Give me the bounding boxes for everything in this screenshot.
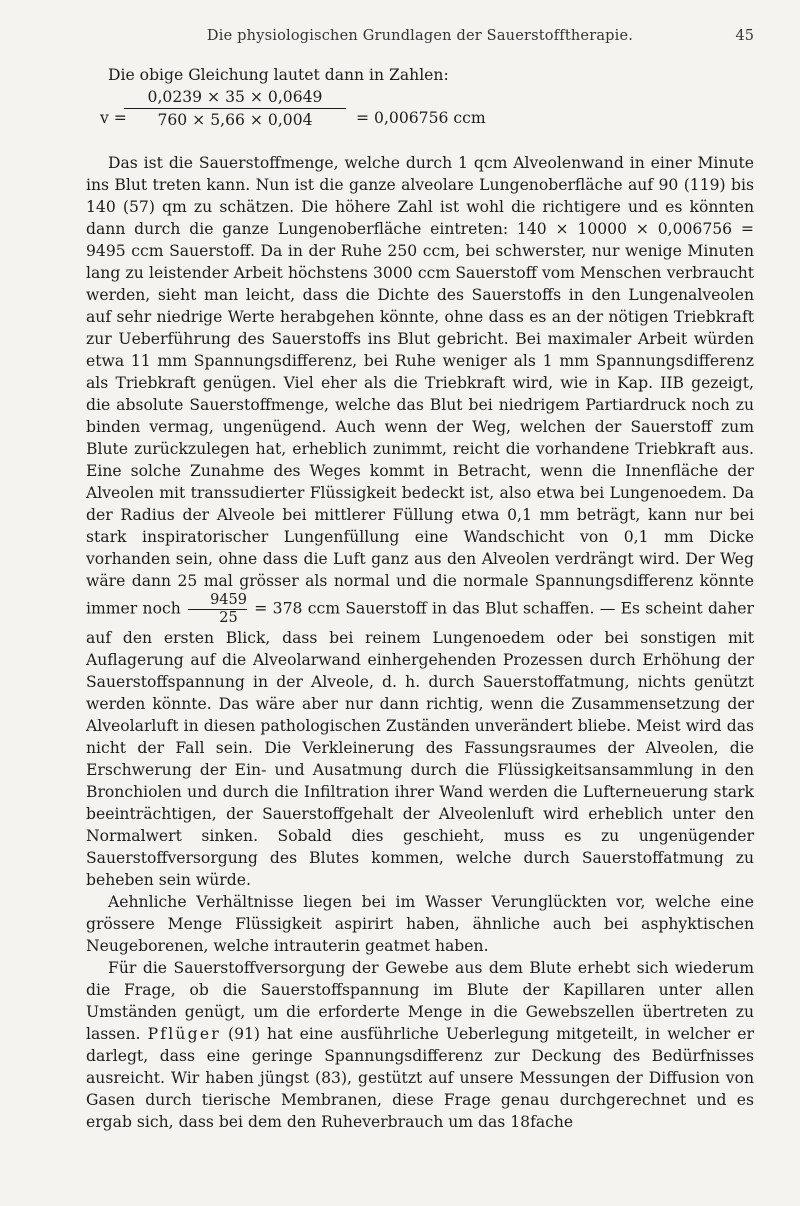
paragraph-1	[86, 152, 754, 891]
running-header	[86, 28, 754, 44]
author-name: Pflüger	[147, 1025, 221, 1043]
fraction-bar	[124, 108, 346, 109]
paragraph-3	[86, 957, 754, 1133]
inline-fraction-numerator: 9459	[210, 592, 247, 608]
inline-fraction-denominator: 25	[219, 610, 238, 626]
running-title: Die physiologischen Grundlagen der Sauerstofftherapie.	[206, 28, 634, 44]
equation-fraction	[120, 87, 350, 130]
page-number: 45	[735, 28, 754, 44]
paragraph-3-start: Für die Sauerstoffversorgung der Gewebe aus dem Blute erhebt sich wiederum die Frage, ob die Sauerstoffspannung im Blute der Kapillaren unter allen Umständen genügt, um die erforderte Menge in die Gewebszellen übertreten zu lassen.	[86, 959, 754, 1043]
equation-numerator: 0,0239 × 35 × 0,0649	[147, 88, 323, 106]
equation-block	[86, 87, 754, 147]
inline-fraction-result: = 378 ccm	[254, 599, 340, 618]
equation-denominator: 760 × 5,66 × 0,004	[157, 111, 313, 129]
paragraph-1-text: Das ist die Sauerstoffmenge, welche durch 1 qcm Alveolenwand in einer Minute ins Blut treten kann. Nun ist die ganze alveolare Lungenoberfläche auf 90 (119) bis 140 (57) qm zu schätzen. Die höhere Zahl ist wohl die richtigere und es könnten dann durch die ganze Lungenoberfläche eintreten: 140 × 10000 × 0,006756 = 9495 ccm Sauerstoff. Da in der Ruhe 250 ccm, bei schwerster, nur wenige Minuten lang zu leistender Arbeit höchstens 3000 ccm Sauerstoff vom Menschen verbraucht werden, sieht man leicht, dass die Dichte des Sauerstoffs in den Lungenalveolen auf sehr niedrige Werte herabgehen könnte, ohne dass es an der nötigen Triebkraft zur Ueberführung des Sauerstoffs ins Blut gebricht. Bei maximaler Arbeit würden etwa 11 mm Spannungsdifferenz, bei Ruhe weniger als 1 mm Spannungsdifferenz als Triebkraft genügen. Viel eher als die Triebkraft wird, wie in Kap. IIB gezeigt, die absolute Sauerstoffmenge, welche das Blut bei niedrigem Partiardruck noch zu binden vermag, ungenügend. Auch wenn der Weg, welchen der Sauerstoff zum Blute zurückzulegen hat, erheblich zunimmt, reicht die vorhandene Triebkraft aus. Eine solche Zunahme des Weges kommt in Betracht, wenn die Innenfläche der Alveolen mit transsudierter Flüssigkeit bedeckt ist, also etwa bei Lungenoedem. Da der Radius der Alveole bei mittlerer Füllung etwa 0,1 mm beträgt, kann nur bei stark inspiratorischer Lungenfüllung eine Wandschicht von 0,1 mm Dicke vorhanden sein, ohne dass die Luft ganz aus den Alveolen verdrängt wird. Der Weg wäre dann 25 mal grösser als normal und die normale Spannungsdifferenz könnte immer noch	[86, 154, 754, 618]
equation-rhs: = 0,006756 ccm	[356, 109, 486, 127]
paragraph-1-rest: Sauerstoff in das Blut schaffen. — Es scheint daher auf den ersten Blick, dass bei reinem Lungenoedem oder bei sonstigen mit Auflagerung auf die Alveolarwand einhergehenden Prozessen durch Erhöhung der Sauerstoffspannung in der Alveole, d. h. durch Sauerstoffatmung, nichts genützt werden könnte. Das wäre aber nur dann richtig, wenn die Zusammensetzung der Alveolarluft in diesen pathologischen Zuständen unverändert bliebe. Meist wird das nicht der Fall sein. Die Verkleinerung des Fassungsraumes der Alveolen, die Erschwerung der Ein- und Ausatmung durch die Flüssigkeitsansammlung in den Bronchiolen und durch die Infiltration ihrer Wand werden die Lufterneuerung stark beeinträchtigen, der Sauerstoffgehalt der Alveolenluft wird erheblich unter den Normalwert sinken. Sobald dies geschieht, muss es zu ungenügender Sauerstoffversorgung des Blutes kommen, welche durch Sauerstoffatmung zu beheben sein würde.	[86, 599, 754, 889]
equation-intro: Die obige Gleichung lautet dann in Zahlen:	[108, 66, 449, 84]
body-text	[86, 64, 754, 1133]
paragraph-2: Aehnliche Verhältnisse liegen bei im Wasser Verunglückten vor, welche eine grössere Menge Flüssigkeit aspirirt haben, ähnliche auch bei asphyktischen Neugeborenen, welche intrauterin geatmet haben.	[86, 893, 754, 955]
paragraph-3-rest: (91) hat eine ausführliche Ueberlegung mitgeteilt, in welcher er darlegt, dass eine geringe Spannungsdifferenz zur Deckung des Bedürfnisses ausreicht. Wir haben jüngst (83), gestützt auf unsere Messungen der Diffusion von Gasen durch tierische Membranen, diese Frage genau durchgerechnet und es ergab sich, dass bei dem den Ruheverbrauch um das 18fache	[86, 1025, 754, 1131]
inline-fraction	[188, 592, 247, 627]
equation-lhs: v =	[100, 109, 127, 127]
